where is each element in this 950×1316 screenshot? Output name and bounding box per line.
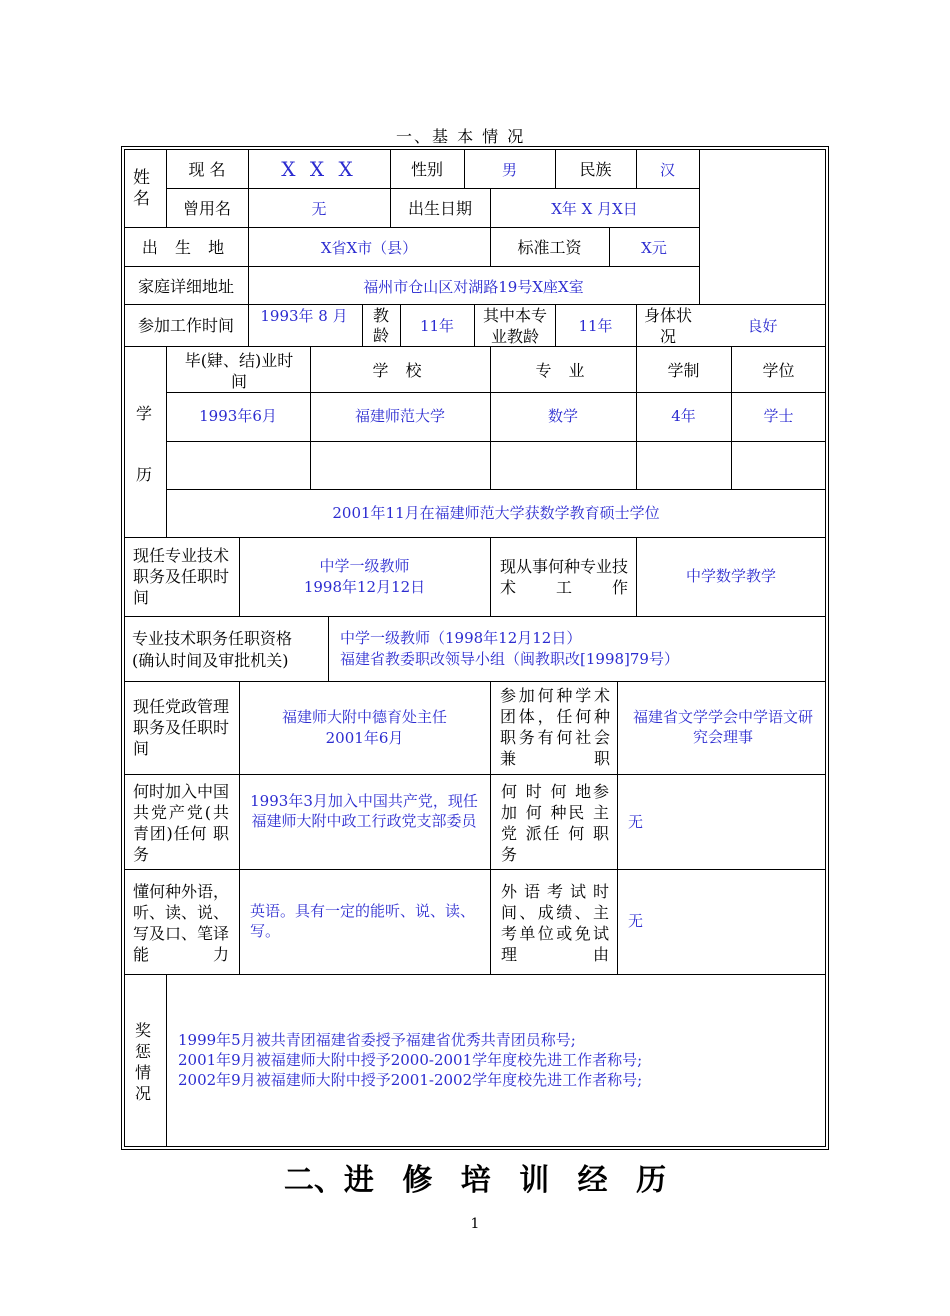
award-item: 2001年9月被福建师大附中授予2000-2001学年度校先进工作者称号; — [178, 1051, 643, 1069]
value-home-address: 福州市仓山区对湖路19号X座X室 — [363, 278, 584, 296]
value-standard-salary: X元 — [641, 239, 667, 257]
value-academic-group: 福建省文学学会中学语文研究会理事 — [632, 708, 813, 746]
label-current-name: 现 名 — [188, 160, 226, 179]
label-ethnicity: 民族 — [579, 160, 612, 179]
value-current-work: 中学数学教学 — [685, 567, 776, 585]
label-current-title: 现任专业技术职务及任职时间 — [133, 546, 230, 607]
label-gender: 性别 — [410, 160, 443, 179]
label-awards: 奖惩情况 — [135, 1021, 152, 1103]
label-education-2: 历 — [136, 465, 153, 484]
label-birthplace: 出 生 地 — [141, 238, 231, 257]
value-current-title-2: 1998年12月12日 — [303, 578, 426, 596]
value-teaching-age: 11年 — [419, 317, 455, 335]
label-teaching-age-1: 教 — [373, 306, 390, 325]
label-major-teaching-age: 其中本专业教龄 — [482, 306, 547, 346]
value-admin-post-1: 福建师大附中德育处主任 — [281, 708, 447, 726]
value-former-name: 无 — [311, 200, 327, 218]
value-birthplace: X省X市（县） — [320, 239, 418, 257]
value-health: 良好 — [747, 317, 778, 335]
label-birth-date: 出生日期 — [407, 199, 472, 218]
section-title: 一、基 本 情 况 — [396, 127, 526, 146]
label-school: 学 校 — [372, 361, 428, 380]
value-foreign-language: 英语。具有一定的能听、说、读、写。 — [250, 902, 476, 940]
label-language-exam: 外语考试时间、成绩、主考单位或免试理 由 — [501, 882, 609, 964]
value-degree: 学士 — [763, 407, 794, 425]
value-work-start: 1993年 8 月 — [260, 307, 348, 325]
value-major: 数学 — [547, 407, 578, 425]
value-gender: 男 — [501, 161, 517, 179]
label-academic-group: 参加何种学术团体，任何种职务有何社会兼 职 — [500, 686, 610, 768]
label-qualification-sub: (确认时间及审批机关) — [132, 651, 289, 670]
awards-list — [178, 1030, 823, 1090]
value-current-name: X X X — [281, 157, 357, 181]
label-home-address: 家庭详细地址 — [137, 277, 234, 296]
label-teaching-age-2: 龄 — [373, 326, 390, 345]
value-masters-degree: 2001年11月在福建师范大学获数学教育硕士学位 — [332, 504, 660, 522]
label-foreign-language: 懂何种外语，听、读、说、写及口、笔译能力 — [133, 882, 230, 964]
value-qualification-2: 福建省教委职改领导小组（闽教职改[1998]79号） — [340, 650, 679, 668]
value-school: 福建师范大学 — [354, 407, 445, 425]
value-party-join: 1993年3月加入中国共产党，现任福建师大附中政工行政党支部委员 — [250, 792, 478, 830]
value-admin-post-2: 2001年6月 — [325, 729, 404, 747]
award-item: 1999年5月被共青团福建省委授予福建省优秀共青团员称号; — [178, 1031, 576, 1049]
label-current-work: 现从事何种专业技 术 工 作 — [500, 557, 629, 597]
label-former-name: 曾用名 — [182, 199, 231, 218]
value-years: 4年 — [671, 407, 696, 425]
section-2-title: 二、进 修 培 训 经 历 — [283, 1163, 667, 1198]
label-party-join: 何时加入中国共党产党(共青团)任何 职 务 — [133, 782, 230, 864]
value-current-title-1: 中学一级教师 — [319, 557, 410, 575]
value-graduation-time: 1993年6月 — [199, 407, 277, 425]
value-democratic-party: 无 — [628, 813, 644, 831]
label-work-start: 参加工作时间 — [137, 316, 234, 335]
label-education-1: 学 — [136, 404, 153, 423]
value-ethnicity: 汉 — [659, 161, 675, 179]
label-health: 身体状况 — [643, 306, 692, 346]
label-degree: 学位 — [762, 361, 795, 380]
label-admin-post: 现任党政管理职务及任职时间 — [133, 697, 230, 758]
label-democratic-party: 何 时 何 地参 加 何 种民 主 党 派任 何 职 务 — [501, 782, 609, 864]
value-language-exam: 无 — [628, 912, 644, 930]
value-qualification-1: 中学一级教师（1998年12月12日） — [340, 629, 582, 647]
label-major: 专 业 — [535, 361, 591, 380]
label-standard-salary: 标准工资 — [517, 238, 582, 257]
value-birth-date: X年 X 月X日 — [551, 200, 638, 218]
page-number: 1 — [470, 1216, 480, 1232]
award-item: 2002年9月被福建师大附中授予2001-2002学年度校先进工作者称号; — [178, 1071, 643, 1089]
label-years: 学制 — [667, 361, 700, 380]
label-graduation-time: 毕(肄、结)业时 间 — [184, 351, 294, 391]
value-major-teaching-age: 11年 — [578, 317, 613, 335]
label-name-group: 姓名 — [133, 168, 150, 209]
label-qualification: 专业技术职务任职资格 — [132, 629, 293, 648]
